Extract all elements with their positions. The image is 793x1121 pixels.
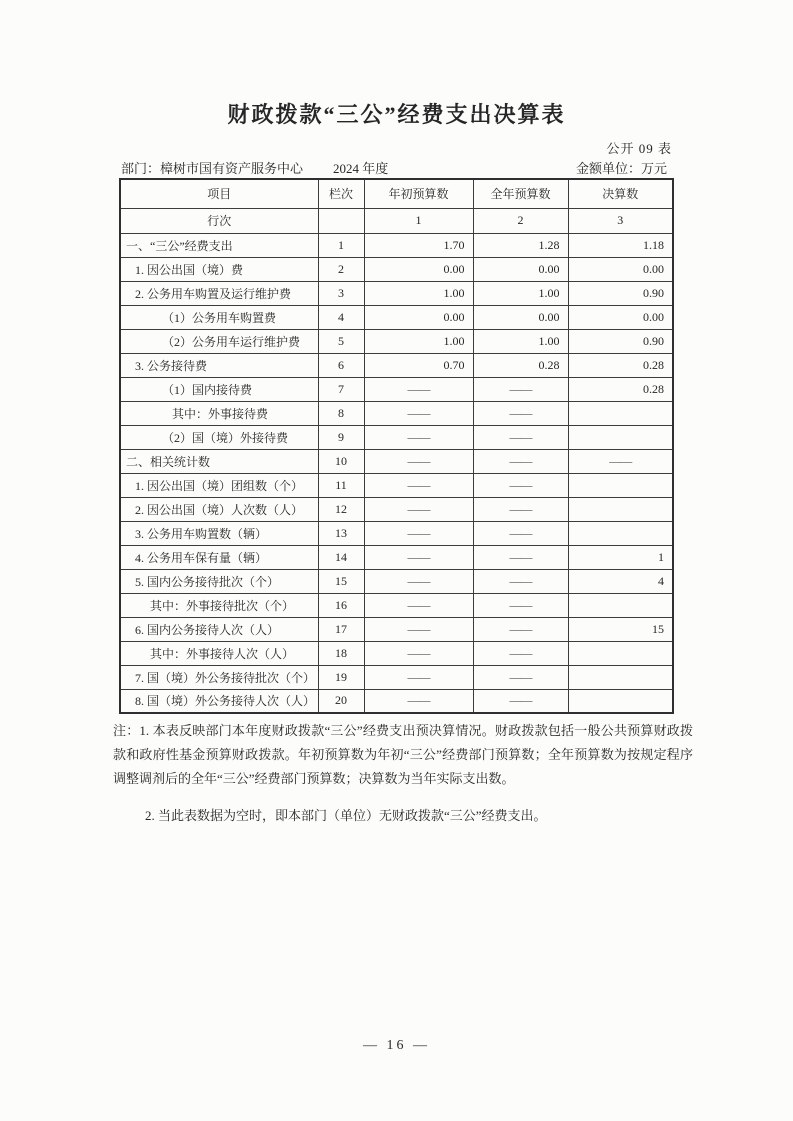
- annual-budget-cell: ——: [473, 425, 568, 449]
- note-2: 2. 当此表数据为空时，即本部门（单位）无财政拨款“三公”经费支出。: [145, 808, 547, 823]
- fiscal-year-label: 2024 年度: [333, 161, 389, 176]
- table-row: [120, 281, 673, 305]
- line-number-cell: 20: [318, 689, 364, 713]
- line-number-cell: 18: [318, 641, 364, 665]
- table-row: [120, 425, 673, 449]
- initial-budget-cell: ——: [364, 545, 473, 569]
- col-header-final-accounts: 决算数: [568, 179, 673, 208]
- annual-budget-cell: ——: [473, 497, 568, 521]
- item-cell: 7. 国（境）外公务接待批次（个）: [120, 665, 318, 689]
- expenditure-table: [119, 178, 674, 714]
- annual-budget-cell: 1.28: [473, 233, 568, 257]
- annual-budget-cell: ——: [473, 473, 568, 497]
- table-row: [120, 329, 673, 353]
- final-accounts-cell: 15: [568, 617, 673, 641]
- line-number-cell: 12: [318, 497, 364, 521]
- table-row: [120, 593, 673, 617]
- header-row: [120, 179, 673, 208]
- final-accounts-cell: 4: [568, 569, 673, 593]
- table-row: [120, 305, 673, 329]
- initial-budget-cell: ——: [364, 497, 473, 521]
- final-accounts-cell: ——: [568, 449, 673, 473]
- line-number-cell: 13: [318, 521, 364, 545]
- line-number-cell: 19: [318, 665, 364, 689]
- table-row: [120, 473, 673, 497]
- item-cell: 其中：外事接待费: [120, 401, 318, 425]
- initial-budget-cell: ——: [364, 593, 473, 617]
- annual-budget-cell: 0.00: [473, 257, 568, 281]
- amount-unit-label: 金额单位：万元: [575, 161, 667, 176]
- annual-budget-cell: 0.00: [473, 305, 568, 329]
- line-number-cell: 8: [318, 401, 364, 425]
- department-label: 部门：樟树市国有资产服务中心: [121, 161, 304, 176]
- item-cell: 3. 公务接待费: [120, 353, 318, 377]
- final-accounts-cell: [568, 521, 673, 545]
- initial-budget-cell: ——: [364, 665, 473, 689]
- final-accounts-cell: [568, 665, 673, 689]
- table-row: [120, 641, 673, 665]
- line-number-cell: 7: [318, 377, 364, 401]
- initial-budget-cell: ——: [364, 425, 473, 449]
- subheader-line-label: 行次: [120, 208, 318, 233]
- col-header-initial-budget: 年初预算数: [364, 179, 473, 208]
- line-number-cell: 5: [318, 329, 364, 353]
- table-row: [120, 401, 673, 425]
- table-row: [120, 353, 673, 377]
- final-accounts-cell: 1.18: [568, 233, 673, 257]
- final-accounts-cell: [568, 641, 673, 665]
- item-cell: 一、“三公”经费支出: [120, 233, 318, 257]
- table-row: [120, 545, 673, 569]
- item-cell: 3. 公务用车购置数（辆）: [120, 521, 318, 545]
- table-row: [120, 257, 673, 281]
- final-accounts-cell: 0.28: [568, 353, 673, 377]
- table-row: [120, 497, 673, 521]
- final-accounts-cell: [568, 689, 673, 713]
- final-accounts-cell: [568, 425, 673, 449]
- final-accounts-cell: 0.00: [568, 257, 673, 281]
- initial-budget-cell: ——: [364, 641, 473, 665]
- line-number-cell: 16: [318, 593, 364, 617]
- initial-budget-cell: 1.70: [364, 233, 473, 257]
- initial-budget-cell: ——: [364, 521, 473, 545]
- final-accounts-cell: 1: [568, 545, 673, 569]
- annual-budget-cell: 1.00: [473, 329, 568, 353]
- line-number-cell: 3: [318, 281, 364, 305]
- annual-budget-cell: 0.28: [473, 353, 568, 377]
- item-cell: 二、相关统计数: [120, 449, 318, 473]
- notes-block: [113, 719, 693, 828]
- initial-budget-cell: ——: [364, 569, 473, 593]
- item-cell: （1）公务用车购置费: [120, 305, 318, 329]
- line-number-cell: 11: [318, 473, 364, 497]
- subheader-col-1: 1: [364, 208, 473, 233]
- final-accounts-cell: [568, 473, 673, 497]
- table-row: [120, 617, 673, 641]
- table-code: 公开 09 表: [606, 141, 672, 156]
- annual-budget-cell: ——: [473, 449, 568, 473]
- table-body: [120, 233, 673, 713]
- item-cell: 2. 公务用车购置及运行维护费: [120, 281, 318, 305]
- initial-budget-cell: 1.00: [364, 329, 473, 353]
- initial-budget-cell: ——: [364, 617, 473, 641]
- line-number-cell: 4: [318, 305, 364, 329]
- annual-budget-cell: ——: [473, 545, 568, 569]
- item-cell: （2）公务用车运行维护费: [120, 329, 318, 353]
- initial-budget-cell: ——: [364, 401, 473, 425]
- annual-budget-cell: ——: [473, 593, 568, 617]
- annual-budget-cell: ——: [473, 401, 568, 425]
- table-row: [120, 569, 673, 593]
- item-cell: 8. 国（境）外公务接待人次（人）: [120, 689, 318, 713]
- initial-budget-cell: ——: [364, 449, 473, 473]
- final-accounts-cell: 0.00: [568, 305, 673, 329]
- initial-budget-cell: 0.70: [364, 353, 473, 377]
- subheader-col-3: 3: [568, 208, 673, 233]
- subheader-blank: [318, 208, 364, 233]
- line-number-cell: 9: [318, 425, 364, 449]
- item-cell: （1）国内接待费: [120, 377, 318, 401]
- final-accounts-cell: 0.90: [568, 281, 673, 305]
- final-accounts-cell: 0.28: [568, 377, 673, 401]
- final-accounts-cell: [568, 497, 673, 521]
- line-number-cell: 6: [318, 353, 364, 377]
- annual-budget-cell: ——: [473, 665, 568, 689]
- initial-budget-cell: 1.00: [364, 281, 473, 305]
- line-number-cell: 2: [318, 257, 364, 281]
- page-title: 财政拨款“三公”经费支出决算表: [227, 102, 566, 127]
- line-number-cell: 10: [318, 449, 364, 473]
- col-header-item: 项目: [120, 179, 318, 208]
- table-row: [120, 521, 673, 545]
- annual-budget-cell: ——: [473, 689, 568, 713]
- annual-budget-cell: ——: [473, 377, 568, 401]
- meta-row: [119, 158, 672, 178]
- subheader-row: [120, 208, 673, 233]
- annual-budget-cell: 1.00: [473, 281, 568, 305]
- item-cell: 其中：外事接待人次（人）: [120, 641, 318, 665]
- item-cell: 1. 因公出国（境）团组数（个）: [120, 473, 318, 497]
- initial-budget-cell: ——: [364, 689, 473, 713]
- item-cell: 1. 因公出国（境）费: [120, 257, 318, 281]
- table-row: [120, 689, 673, 713]
- initial-budget-cell: ——: [364, 377, 473, 401]
- note-1: 注：1. 本表反映部门本年度财政拨款“三公”经费支出预决算情况。财政拨款包括一般公共预算财政拨款和政府性基金预算财政拨款。年初预算数为年初“三公”经费部门预算数；全年预算数为按规定程序调整调剂后的全年“三公”经费部门预算数；决算数为当年实际支出数。: [113, 723, 693, 786]
- line-number-cell: 14: [318, 545, 364, 569]
- annual-budget-cell: ——: [473, 569, 568, 593]
- final-accounts-cell: [568, 593, 673, 617]
- final-accounts-cell: [568, 401, 673, 425]
- initial-budget-cell: ——: [364, 473, 473, 497]
- annual-budget-cell: ——: [473, 617, 568, 641]
- subheader-col-2: 2: [473, 208, 568, 233]
- table-row: [120, 449, 673, 473]
- line-number-cell: 1: [318, 233, 364, 257]
- annual-budget-cell: ——: [473, 641, 568, 665]
- item-cell: 其中：外事接待批次（个）: [120, 593, 318, 617]
- item-cell: 4. 公务用车保有量（辆）: [120, 545, 318, 569]
- line-number-cell: 15: [318, 569, 364, 593]
- final-accounts-cell: 0.90: [568, 329, 673, 353]
- col-header-annual-budget: 全年预算数: [473, 179, 568, 208]
- col-header-column-no: 栏次: [318, 179, 364, 208]
- annual-budget-cell: ——: [473, 521, 568, 545]
- table-row: [120, 377, 673, 401]
- item-cell: 5. 国内公务接待批次（个）: [120, 569, 318, 593]
- item-cell: （2）国（境）外接待费: [120, 425, 318, 449]
- item-cell: 6. 国内公务接待人次（人）: [120, 617, 318, 641]
- initial-budget-cell: 0.00: [364, 257, 473, 281]
- table-row: [120, 665, 673, 689]
- line-number-cell: 17: [318, 617, 364, 641]
- table-row: [120, 233, 673, 257]
- item-cell: 2. 因公出国（境）人次数（人）: [120, 497, 318, 521]
- initial-budget-cell: 0.00: [364, 305, 473, 329]
- page-number: — 16 —: [363, 1038, 430, 1053]
